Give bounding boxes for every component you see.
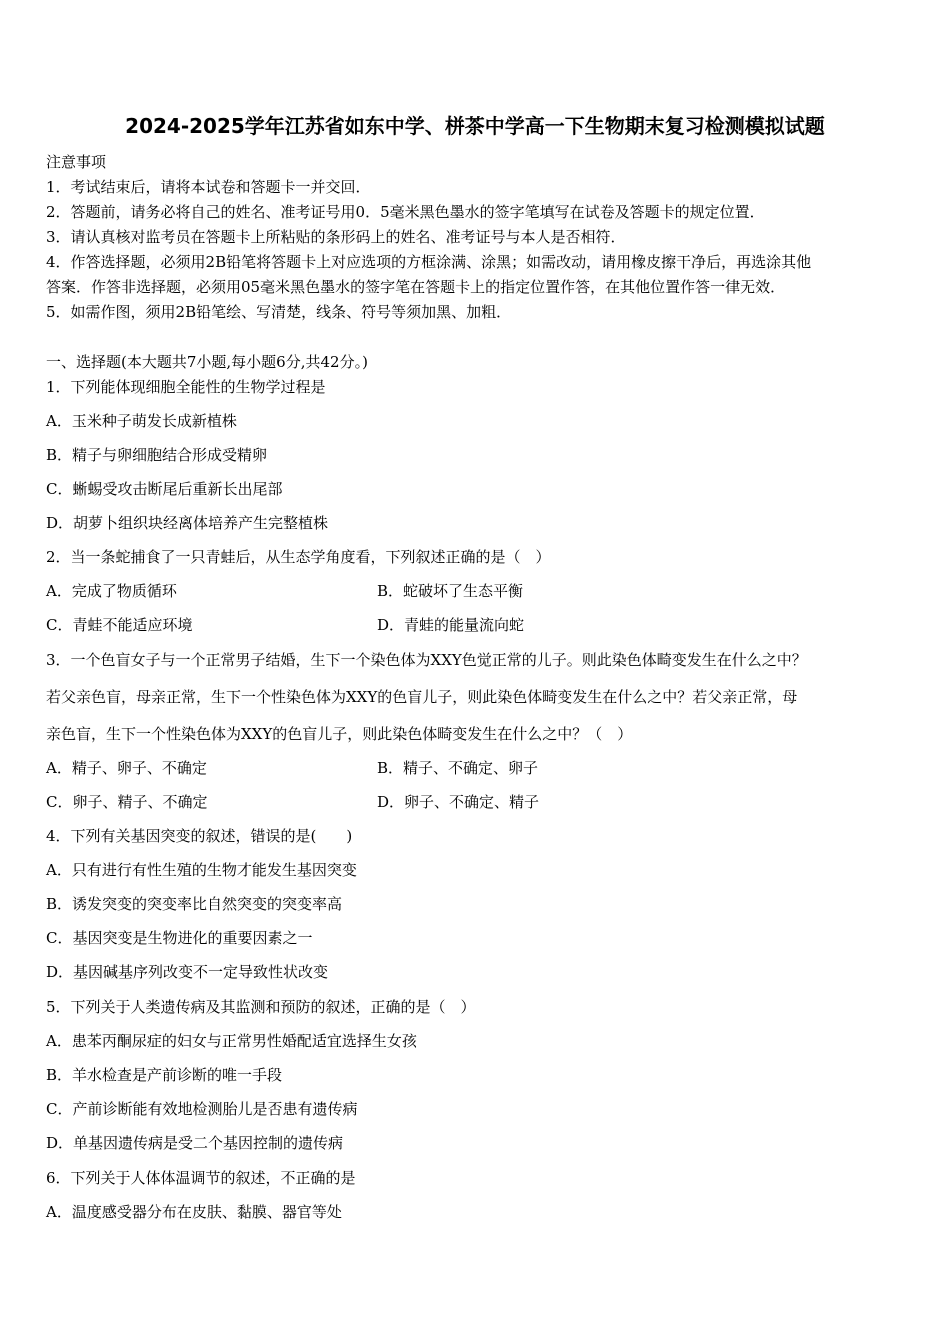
question-5-stem: 5．下列关于人类遗传病及其监测和预防的叙述，正确的是（ ） bbox=[46, 998, 476, 1016]
question-3-stem-line3: 亲色盲，生下一个性染色体为XXY的色盲儿子，则此染色体畸变发生在什么之中？（ ） bbox=[46, 725, 633, 743]
q5-option-b[interactable]: B．羊水检查是产前诊断的唯一手段 bbox=[46, 1066, 283, 1084]
page-title: 2024-2025学年江苏省如东中学、栟茶中学高一下生物期末复习检测模拟试题 bbox=[125, 114, 825, 138]
q1-option-c[interactable]: C．蜥蜴受攻击断尾后重新长出尾部 bbox=[46, 480, 283, 498]
question-6-stem: 6．下列关于人体体温调节的叙述，不正确的是 bbox=[46, 1169, 356, 1187]
notice-item: 1．考试结束后，请将本试卷和答题卡一并交回． bbox=[46, 178, 371, 196]
q3-option-a[interactable]: A．精子、卵子、不确定 bbox=[46, 759, 207, 777]
question-4-stem: 4．下列有关基因突变的叙述，错误的是( ) bbox=[46, 827, 353, 845]
q4-option-b[interactable]: B．诱发突变的突变率比自然突变的突变率高 bbox=[46, 895, 343, 913]
q2-option-b[interactable]: B．蛇破坏了生态平衡 bbox=[377, 582, 524, 600]
q3-option-d[interactable]: D．卵子、不确定、精子 bbox=[377, 793, 540, 811]
notice-item: 4．作答选择题，必须用2B铅笔将答题卡上对应选项的方框涂满、涂黑；如需改动，请用橡皮擦干净后，再选涂其他 bbox=[46, 253, 812, 271]
question-1-stem: 1．下列能体现细胞全能性的生物学过程是 bbox=[46, 378, 326, 396]
notice-item: 答案．作答非选择题，必须用05毫米黑色墨水的签字笔在答题卡上的指定位置作答，在其他位置作答一律无效． bbox=[46, 278, 786, 296]
q2-option-c[interactable]: C．青蛙不能适应环境 bbox=[46, 616, 193, 634]
q2-option-a[interactable]: A．完成了物质循环 bbox=[46, 582, 177, 600]
q4-option-a[interactable]: A．只有进行有性生殖的生物才能发生基因突变 bbox=[46, 861, 357, 879]
notice-item: 3．请认真核对监考员在答题卡上所粘贴的条形码上的姓名、准考证号与本人是否相符． bbox=[46, 228, 626, 246]
q3-option-c[interactable]: C．卵子、精子、不确定 bbox=[46, 793, 208, 811]
q3-option-b[interactable]: B．精子、不确定、卵子 bbox=[377, 759, 539, 777]
q1-option-a[interactable]: A．玉米种子萌发长成新植株 bbox=[46, 412, 237, 430]
notice-heading: 注意事项 bbox=[46, 153, 107, 171]
q5-option-d[interactable]: D．单基因遗传病是受二个基因控制的遗传病 bbox=[46, 1134, 344, 1152]
section-heading: 一、选择题(本大题共7小题,每小题6分,共42分。) bbox=[46, 353, 368, 371]
notice-item: 5．如需作图，须用2B铅笔绘、写清楚，线条、符号等须加黑、加粗． bbox=[46, 303, 512, 321]
q4-option-c[interactable]: C．基因突变是生物进化的重要因素之一 bbox=[46, 929, 313, 947]
question-2-stem: 2．当一条蛇捕食了一只青蛙后，从生态学角度看，下列叙述正确的是（ ） bbox=[46, 548, 551, 566]
q5-option-a[interactable]: A．患苯丙酮尿症的妇女与正常男性婚配适宜选择生女孩 bbox=[46, 1032, 417, 1050]
q1-option-b[interactable]: B．精子与卵细胞结合形成受精卵 bbox=[46, 446, 268, 464]
notice-item: 2．答题前，请务必将自己的姓名、准考证号用0．5毫米黑色墨水的签字笔填写在试卷及答题卡的规定位置． bbox=[46, 203, 765, 221]
q2-option-d[interactable]: D．青蛙的能量流向蛇 bbox=[377, 616, 525, 634]
q1-option-d[interactable]: D．胡萝卜组织块经离体培养产生完整植株 bbox=[46, 514, 329, 532]
q5-option-c[interactable]: C．产前诊断能有效地检测胎儿是否患有遗传病 bbox=[46, 1100, 358, 1118]
q4-option-d[interactable]: D．基因碱基序列改变不一定导致性状改变 bbox=[46, 963, 329, 981]
question-3-stem-line1: 3．一个色盲女子与一个正常男子结婚，生下一个染色体为XXY色觉正常的儿子。则此染色体畸变发生在什么之中？ bbox=[46, 651, 807, 669]
q6-option-a[interactable]: A．温度感受器分布在皮肤、黏膜、器官等处 bbox=[46, 1203, 342, 1221]
question-3-stem-line2: 若父亲色盲，母亲正常，生下一个性染色体为XXY的色盲儿子，则此染色体畸变发生在什么之中？若父亲正常，母 bbox=[46, 688, 798, 706]
